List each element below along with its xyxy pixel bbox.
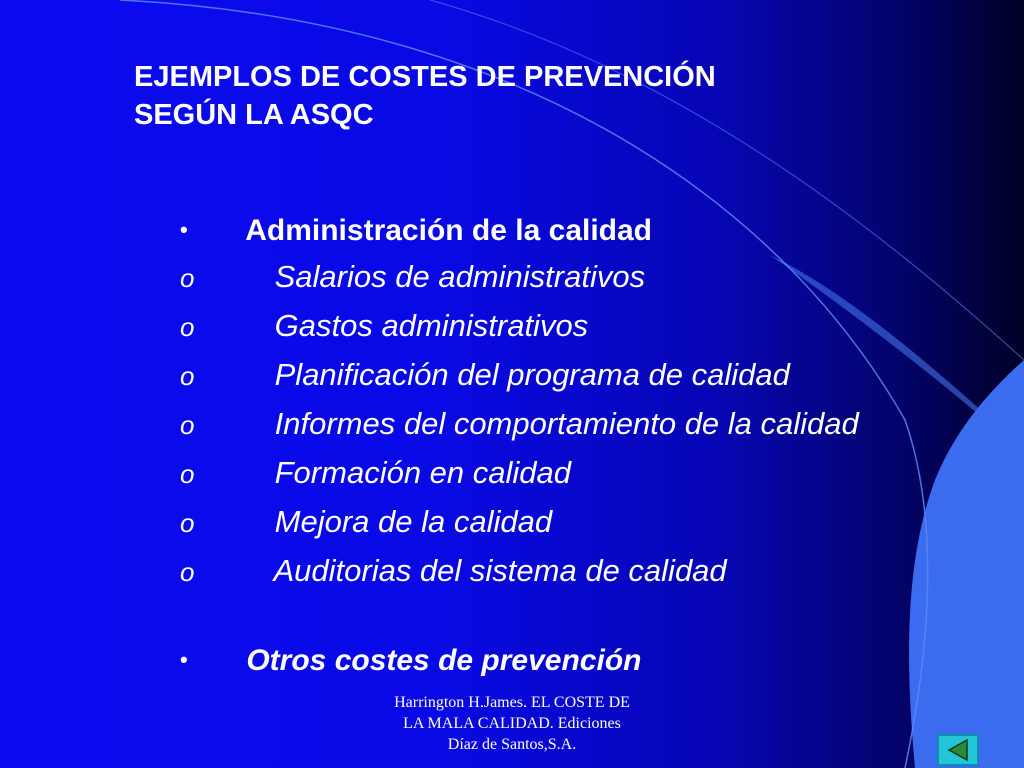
circle-bullet-icon: o <box>180 312 195 342</box>
section-administracion-heading <box>180 212 652 249</box>
list-item <box>180 550 859 599</box>
circle-bullet-icon: o <box>180 508 195 538</box>
circle-bullet-icon: o <box>180 361 195 391</box>
list-item <box>180 305 859 354</box>
list-item <box>180 354 859 403</box>
section-heading-label: Otros costes de prevención <box>246 644 642 677</box>
back-triangle-icon <box>939 736 977 764</box>
swoosh-main-shape <box>909 360 1024 768</box>
bullet-icon: • <box>180 647 188 672</box>
list-item-label: Planificación del programa de calidad <box>274 357 790 392</box>
sub-item-list <box>180 256 859 599</box>
list-item-label: Formación en calidad <box>274 455 572 490</box>
list-item-label: Auditorias del sistema de calidad <box>273 553 727 588</box>
title-line-1: EJEMPLOS DE COSTES DE PREVENCIÓN <box>134 61 716 93</box>
circle-bullet-icon: o <box>180 410 195 440</box>
list-item-label: Gastos administrativos <box>274 308 589 343</box>
list-item <box>180 452 859 501</box>
citation-line-1: Harrington H.James. EL COSTE DE <box>394 694 630 711</box>
citation-line-3: Díaz de Santos,S.A. <box>447 736 577 753</box>
circle-bullet-icon: o <box>180 459 195 489</box>
back-nav-button[interactable] <box>937 734 979 766</box>
circle-bullet-icon: o <box>180 263 195 293</box>
section-otros-heading <box>180 642 641 679</box>
list-item-label: Informes del comportamiento de la calidad <box>274 406 859 441</box>
citation-text <box>352 692 672 755</box>
circle-bullet-icon: o <box>180 557 195 587</box>
title-line-2: SEGÚN LA ASQC <box>134 99 374 131</box>
bullet-icon: • <box>180 217 188 242</box>
slide-title <box>134 58 954 134</box>
section-heading-label: Administración de la calidad <box>245 214 653 247</box>
list-item-label: Salarios de administrativos <box>274 259 646 294</box>
list-item-label: Mejora de la calidad <box>274 504 553 539</box>
list-item <box>180 501 859 550</box>
list-item <box>180 256 859 305</box>
citation-line-2: LA MALA CALIDAD. Ediciones <box>403 715 621 732</box>
list-item <box>180 403 859 452</box>
